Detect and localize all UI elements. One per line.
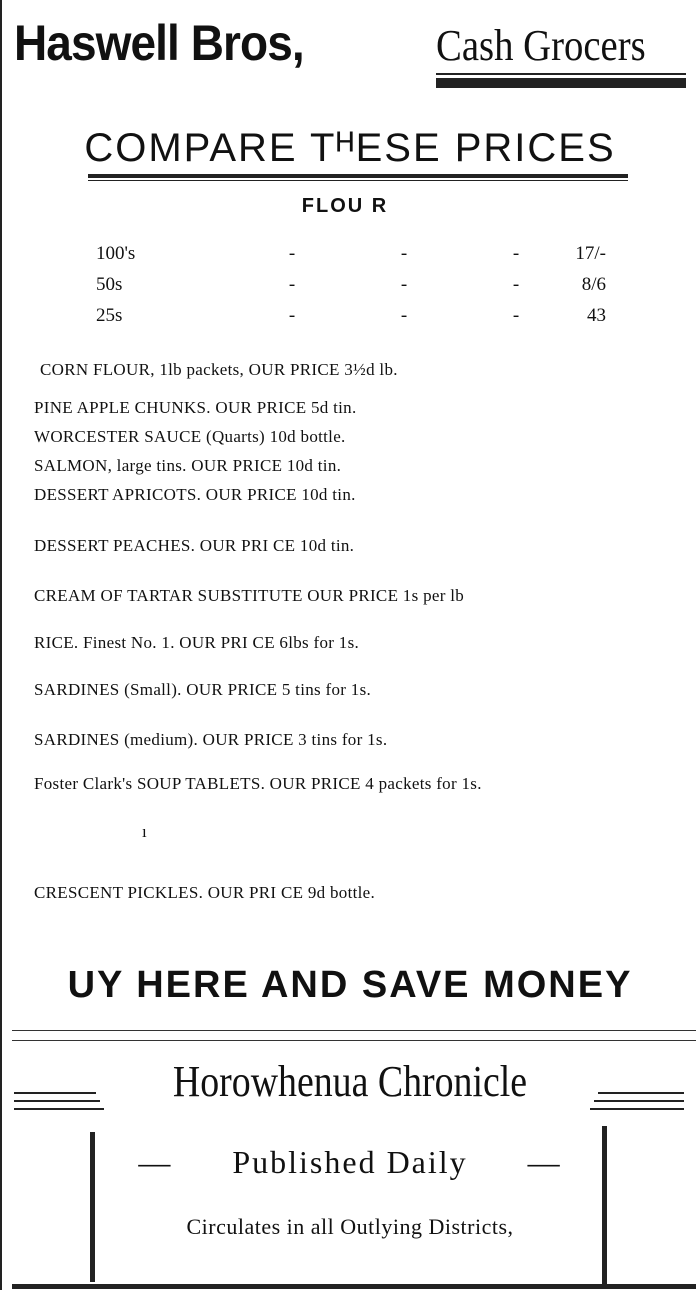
price-item-salmon: SALMON, large tins. OUR PRICE 10d tin. xyxy=(34,456,342,475)
flour-row xyxy=(96,269,606,300)
leader-dash: - xyxy=(288,242,296,264)
flour-price: 8/6 xyxy=(581,273,606,295)
flour-size: 50s xyxy=(96,273,123,295)
price-item-rice: RICE. Finest No. 1. OUR PRI CE 6lbs for 1s. xyxy=(34,633,360,652)
stray-mark: ı xyxy=(142,822,148,841)
leader-dash: - xyxy=(400,273,408,295)
headline-rule xyxy=(88,174,628,178)
flour-price: 17/- xyxy=(575,242,606,264)
leader-dash: - xyxy=(400,304,408,326)
price-item-peaches: DESSERT PEACHES. OUR PRI CE 10d tin. xyxy=(34,536,355,555)
page-left-edge xyxy=(0,0,2,1290)
dash-right: — xyxy=(527,1144,562,1180)
flour-price: 43 xyxy=(587,304,606,326)
chronicle-right-rule xyxy=(590,1108,684,1110)
price-item-pine-apple: PINE APPLE CHUNKS. OUR PRICE 5d tin. xyxy=(34,398,357,417)
price-item-cream-of-tartar: CREAM OF TARTAR SUBSTITUTE OUR PRICE 1s per lb xyxy=(34,586,465,605)
tagline-rule xyxy=(436,78,686,88)
leader-dash: - xyxy=(288,304,296,326)
flour-heading: FLOU R xyxy=(301,195,389,217)
price-item-pickles: CRESCENT PICKLES. OUR PRI CE 9d bottle. xyxy=(34,883,376,902)
headline: COMPARE TᴴESE PRICES xyxy=(84,126,616,170)
section-divider xyxy=(12,1030,696,1031)
flour-row xyxy=(96,238,606,269)
headline-rule-thin xyxy=(88,180,628,181)
leader-dash: - xyxy=(512,242,520,264)
price-item-soup-tablets: Foster Clark's SOUP TABLETS. OUR PRICE 4 packets for 1s. xyxy=(34,774,482,793)
store-name: Haswell Bros, xyxy=(14,15,304,71)
published-line xyxy=(0,1146,700,1178)
leader-dash: - xyxy=(512,304,520,326)
bottom-rule xyxy=(12,1284,696,1289)
section-divider-2 xyxy=(12,1040,696,1041)
store-tagline: Cash Grocers xyxy=(436,21,646,70)
chronicle-left-rule xyxy=(14,1108,104,1110)
price-item-apricots: DESSERT APRICOTS. OUR PRICE 10d tin. xyxy=(34,485,356,504)
chronicle-title: Horowhenua Chronicle xyxy=(172,1057,528,1106)
price-item-sardines-medium: SARDINES (medium). OUR PRICE 3 tins for 1s. xyxy=(34,730,388,749)
flour-size: 100's xyxy=(96,242,136,264)
published-daily: Published Daily xyxy=(232,1144,468,1180)
circulation-note: Circulates in all Outlying Districts, xyxy=(186,1214,514,1239)
price-item-worcester-sauce: WORCESTER SAUCE (Quarts) 10d bottle. xyxy=(34,427,346,446)
leader-dash: - xyxy=(288,273,296,295)
price-item-sardines-small: SARDINES (Small). OUR PRICE 5 tins for 1s. xyxy=(34,680,372,699)
leader-dash: - xyxy=(400,242,408,264)
price-item-corn-flour: CORN FLOUR, 1lb packets, OUR PRICE 3½d lb. xyxy=(40,360,398,379)
leader-dash: - xyxy=(512,273,520,295)
flour-price-table xyxy=(96,238,606,331)
flour-size: 25s xyxy=(96,304,123,326)
flour-row xyxy=(96,300,606,331)
dash-left: — xyxy=(138,1144,173,1180)
slogan: UY HERE AND SAVE MONEY xyxy=(67,964,633,1006)
tagline-rule-thin xyxy=(436,73,686,75)
